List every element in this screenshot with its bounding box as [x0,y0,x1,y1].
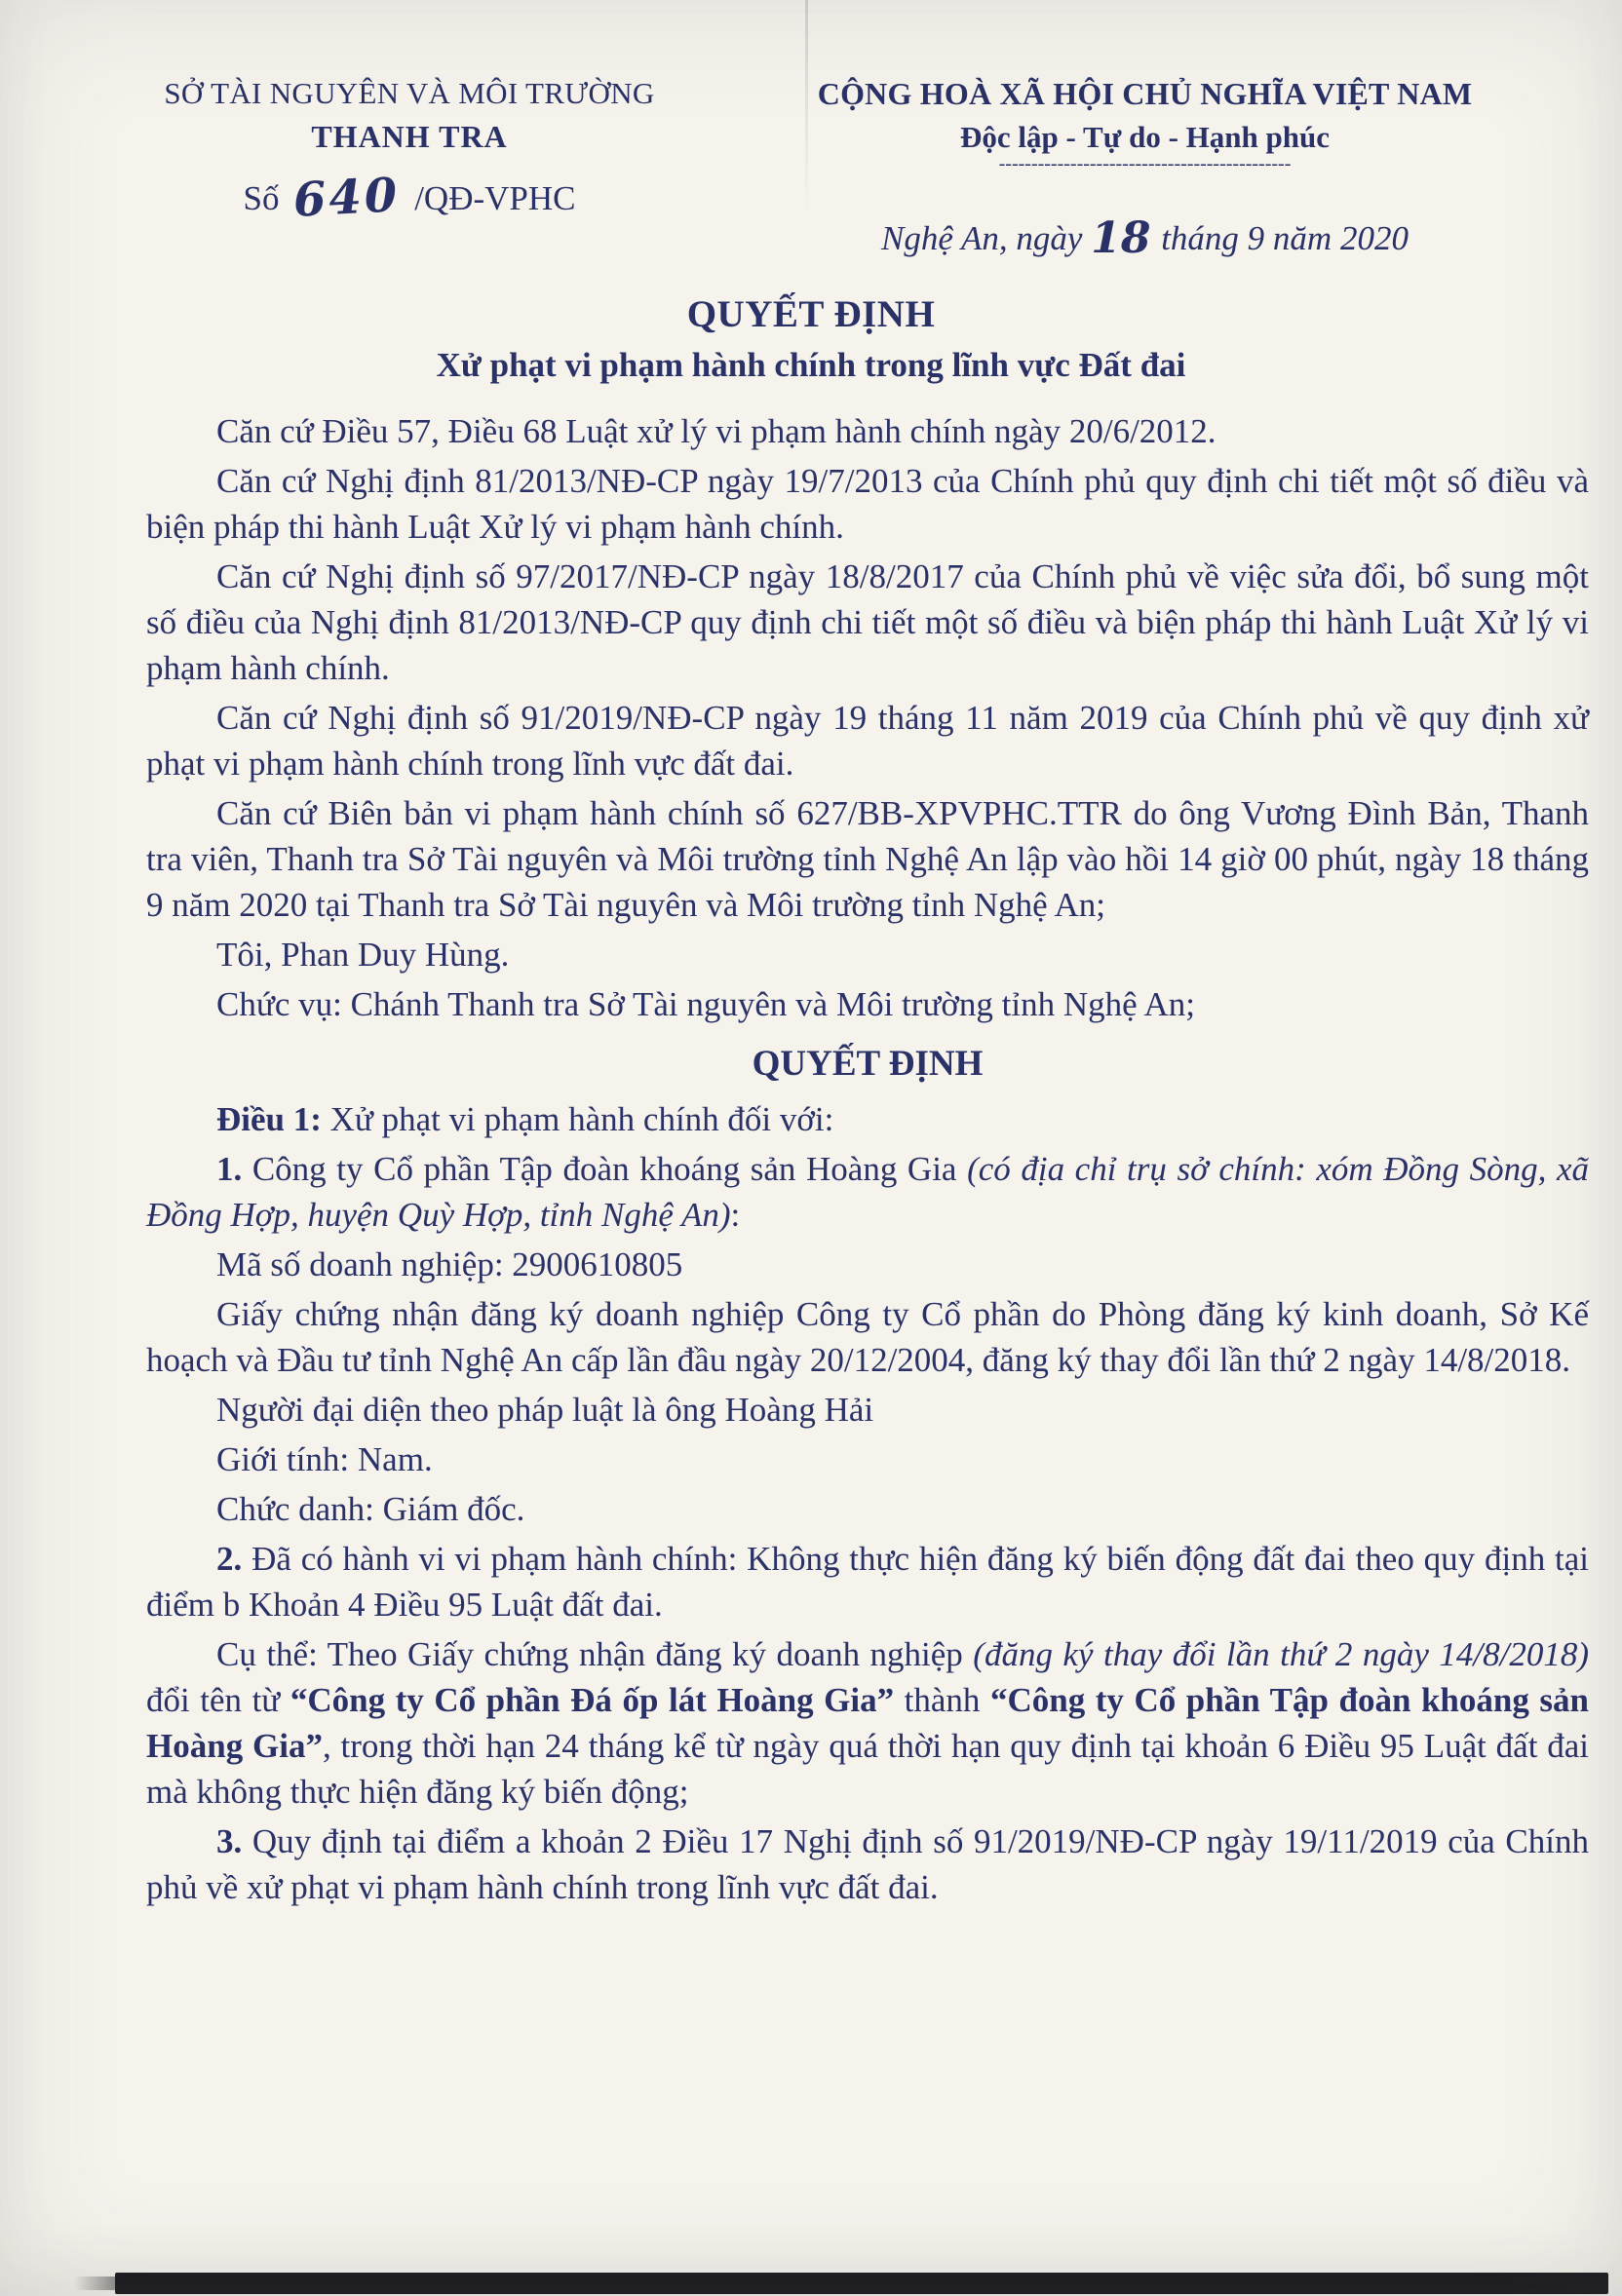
paragraph [146,1486,1589,1532]
text-run: Công ty Cổ phần Tập đoàn khoáng sản Hoàng Gia [242,1150,968,1188]
text-run: Tôi, Phan Duy Hùng. [216,936,510,974]
text-run: Xử phạt vi phạm hành chính đối với: [321,1100,834,1138]
title-block [0,292,1622,385]
text-run: “Công ty Cổ phần Đá ốp lát Hoàng Gia” [290,1681,895,1719]
text-run: Mã số doanh nghiệp: 2900610805 [216,1245,683,1283]
paragraph [146,408,1589,454]
text-run: đổi tên từ [146,1681,290,1719]
paragraph [146,1291,1589,1383]
text-run: : [730,1196,741,1234]
paragraph [146,1096,1589,1142]
paragraph [146,458,1589,550]
header-right [726,76,1564,263]
place-date-line [726,213,1564,263]
text-run: , trong thời hạn 24 tháng kể từ ngày quá thời hạn quy định tại khoản 6 Điều 95 Luật đất đai mà không thực hiện đăng ký biến động; [146,1727,1589,1811]
text-run: Cụ thể: Theo Giấy chứng nhận đăng ký doanh nghiệp [216,1635,974,1673]
text-run: Quy định tại điểm a khoản 2 Điều 17 Nghị định số 91/2019/NĐ-CP ngày 19/11/2019 của Chính phủ về xử phạt vi phạm hành chính trong lĩnh vực đất đai. [146,1822,1589,1906]
agency-name: SỞ TÀI NGUYÊN VÀ MÔI TRƯỜNG [164,76,655,110]
text-run: “Công ty Cổ phần Tập đoàn khoáng sản Hoàng Gia” [146,1681,1589,1765]
document-body [146,408,1589,1910]
text-run: Căn cứ Biên bản vi phạm hành chính số 627/BB-XPVPHC.TTR do ông Vương Đình Bản, Thanh tra viên, Thanh tra Sở Tài nguyên và Môi trường tỉnh Nghệ An lập vào hồi 14 giờ 00 phút, ngày 18 tháng 9 năm 2020 tại Thanh tra Sở Tài nguyên và Môi trường tỉnh Nghệ An; [146,794,1589,924]
text-run: QUYẾT ĐỊNH [752,1044,984,1084]
doc-number-line [93,168,726,228]
paragraph [146,1146,1589,1238]
text-run: thành [894,1681,990,1719]
paragraph [146,554,1589,691]
text-run: Giấy chứng nhận đăng ký doanh nghiệp Công ty Cổ phần do Phòng đăng ký kinh doanh, Sở Kế hoạch và Đầu tư tỉnh Nghệ An cấp lần đầu ngày 20/12/2004, đăng ký thay đổi lần thứ 2 ngày 14/8/2018. [146,1295,1589,1379]
text-run: Chức vụ: Chánh Thanh tra Sở Tài nguyên và Môi trường tỉnh Nghệ An; [216,985,1195,1023]
text-run: Chức danh: Giám đốc. [216,1490,525,1528]
paragraph [146,1818,1589,1910]
paragraph [146,1631,1589,1815]
paragraph [146,932,1589,977]
text-run: Căn cứ Nghị định 81/2013/NĐ-CP ngày 19/7/2013 của Chính phủ quy định chi tiết một số điều và biện pháp thi hành Luật Xử lý vi phạm hành chính. [146,462,1589,546]
decision-title: QUYẾT ĐỊNH [686,293,936,335]
text-run: Giới tính: Nam. [216,1440,433,1478]
scan-bottom-bar [115,2273,1608,2294]
text-run: Căn cứ Nghị định số 91/2019/NĐ-CP ngày 19 tháng 11 năm 2019 của Chính phủ về quy định xử phạt vi phạm hành chính trong lĩnh vực đất đai. [146,699,1589,783]
paragraph [146,1387,1589,1433]
national-title: CỘNG HOÀ XÃ HỘI CHỦ NGHĨA VIỆT NAM [817,76,1473,111]
paragraph [146,1536,1589,1627]
text-run: Điều 1: [216,1100,322,1138]
text-run: 3. [216,1822,243,1860]
doc-number-prefix: Số [243,179,280,217]
handwritten-doc-number: 640 [291,168,402,228]
motto-separator: --------------------------------------------- [998,153,1292,174]
text-run: (đăng ký thay đổi lần thứ 2 ngày 14/8/2018) [973,1635,1589,1673]
text-run: Căn cứ Điều 57, Điều 68 Luật xử lý vi phạm hành chính ngày 20/6/2012. [216,412,1216,450]
place-date-prefix: Nghệ An, ngày [881,219,1083,257]
header [0,0,1622,263]
text-run: 1. [216,1150,243,1188]
header-left [93,76,726,263]
paragraph [146,790,1589,928]
text-run: Người đại diện theo pháp luật là ông Hoàng Hải [216,1391,874,1429]
text-run: 2. [216,1540,243,1578]
decision-subtitle: Xử phạt vi phạm hành chính trong lĩnh vực Đất đai [436,346,1186,384]
text-run: Đã có hành vi vi phạm hành chính: Không thực hiện đăng ký biến động đất đai theo quy định tại điểm b Khoản 4 Điều 95 Luật đất đai. [146,1540,1589,1624]
paragraph [146,981,1589,1027]
national-motto: Độc lập - Tự do - Hạnh phúc [960,120,1330,154]
place-date-suffix: tháng 9 năm 2020 [1161,219,1409,257]
section-heading [146,1043,1589,1085]
doc-number-suffix: /QĐ-VPHC [414,179,576,217]
paragraph [146,695,1589,786]
text-run: Căn cứ Nghị định số 97/2017/NĐ-CP ngày 18/8/2017 của Chính phủ về việc sửa đổi, bổ sung một số điều của Nghị định 81/2013/NĐ-CP quy định chi tiết một số điều và biện pháp thi hành Luật Xử lý vi phạm hành chính. [146,557,1589,687]
paragraph [146,1436,1589,1482]
office-name: THANH TRA [311,119,508,154]
text-run: (có địa chỉ trụ sở chính: xóm Đồng Sòng, xã Đồng Hợp, huyện Quỳ Hợp, tỉnh Nghệ An) [146,1150,1589,1234]
handwritten-day: 18 [1091,213,1151,263]
paragraph [146,1242,1589,1287]
